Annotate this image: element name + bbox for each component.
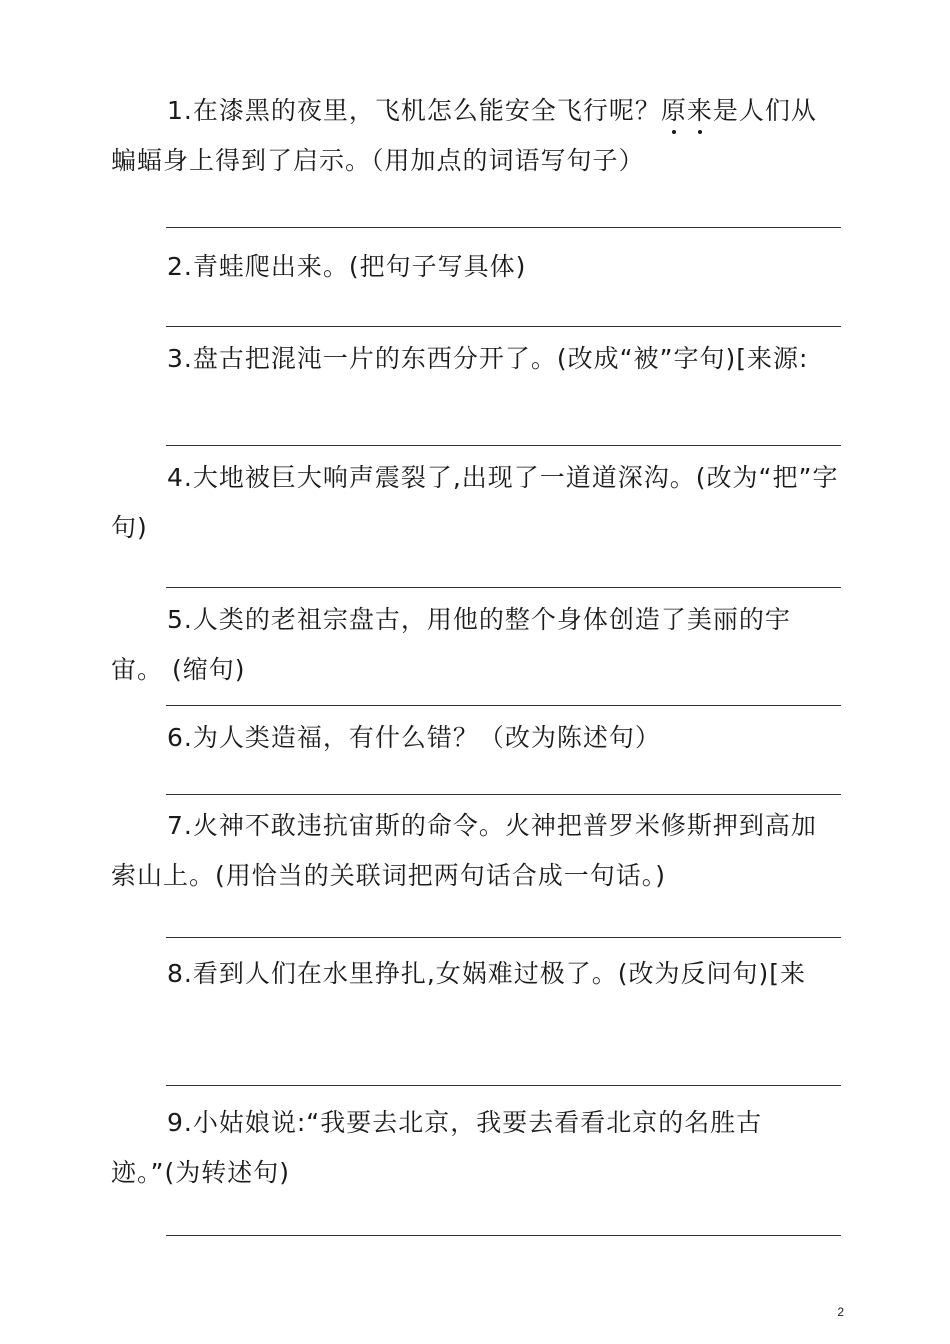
answer-line-8[interactable] bbox=[166, 1085, 841, 1086]
question-7: 7.火神不敢违抗宙斯的命令。火神把普罗米修斯押到高加索山上。(用恰当的关联词把两句话合成一句话。) bbox=[111, 811, 817, 890]
question-3: 3.盘古把混沌一片的东西分开了。(改成“被”字句)[来源: bbox=[167, 344, 809, 373]
answer-line-6[interactable] bbox=[166, 794, 841, 795]
answer-line-9[interactable] bbox=[166, 1235, 841, 1236]
question-8: 8.看到人们在水里挣扎,女娲难过极了。(改为反问句)[来 bbox=[167, 959, 807, 988]
answer-line-3[interactable] bbox=[166, 445, 841, 446]
answer-line-2[interactable] bbox=[166, 326, 841, 327]
question-1-dotted-word bbox=[661, 96, 713, 125]
answer-line-7[interactable] bbox=[166, 937, 841, 938]
question-9: 9.小姑娘说:“我要去北京，我要去看看北京的名胜古迹。”(为转述句) bbox=[111, 1108, 763, 1187]
question-5: 5.人类的老祖宗盘古，用他的整个身体创造了美丽的宇宙。 (缩句) bbox=[111, 605, 791, 684]
dotted-char-1: 原 bbox=[661, 86, 687, 136]
question-6: 6.为人类造福，有什么错？（改为陈述句） bbox=[167, 723, 661, 752]
question-1 bbox=[111, 86, 841, 186]
question-1-before: 1.在漆黑的夜里，飞机怎么能安全飞行呢？ bbox=[167, 96, 661, 125]
question-1-after: 是人们从蝙蝠身上得到了启示。（用加点的词语写句子） bbox=[111, 96, 817, 175]
question-2: 2.青蛙爬出来。(把句子写具体) bbox=[167, 252, 527, 281]
question-4: 4.大地被巨大响声震裂了,出现了一道道深沟。(改为“把”字句) bbox=[111, 463, 839, 542]
answer-line-1[interactable] bbox=[166, 227, 841, 228]
answer-line-5[interactable] bbox=[166, 705, 841, 706]
answer-line-4[interactable] bbox=[166, 587, 841, 588]
dotted-char-2: 来 bbox=[687, 86, 713, 136]
page-number: 2 bbox=[837, 1305, 844, 1319]
